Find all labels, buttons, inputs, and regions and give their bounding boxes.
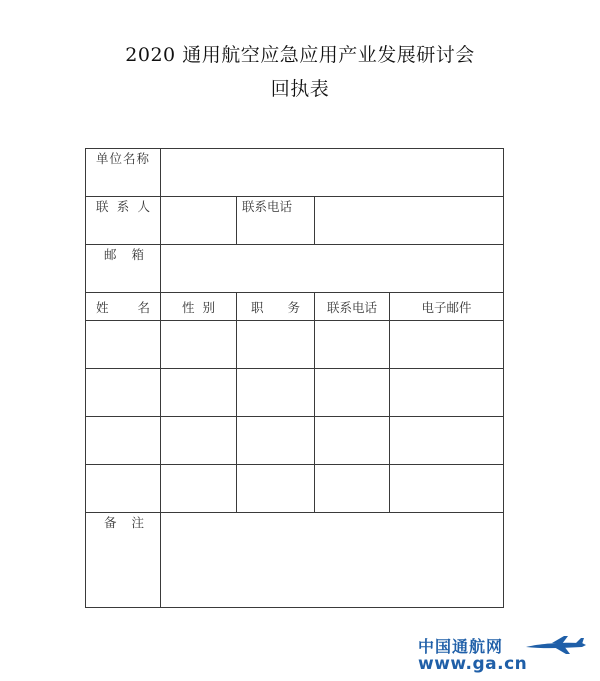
participant-email-field[interactable] — [390, 321, 504, 369]
participant-position-field[interactable] — [237, 321, 315, 369]
participant-phone-field[interactable] — [315, 369, 390, 417]
contact-label-cell — [86, 197, 161, 245]
watermark-site-name: 中国通航网 — [418, 637, 504, 656]
col-header-name — [86, 293, 161, 321]
participant-row — [86, 465, 504, 513]
contact-label-char: 系 — [116, 199, 130, 214]
participant-name-field[interactable] — [86, 417, 161, 465]
remark-label — [86, 513, 160, 531]
registration-form-table — [85, 148, 504, 608]
participant-row — [86, 369, 504, 417]
col-header-position — [237, 293, 315, 321]
col-header-char: 名 — [137, 299, 150, 315]
row-unit-name — [86, 149, 504, 197]
email-label-char: 箱 — [131, 247, 144, 262]
col-header-char: 别 — [202, 299, 216, 315]
unit-name-label-cell — [86, 149, 161, 197]
contact-label-char: 人 — [137, 199, 150, 214]
contact-label — [86, 197, 160, 215]
airplane-icon — [524, 634, 588, 656]
email-field[interactable] — [161, 245, 504, 293]
phone-label: 联系电话 — [242, 199, 293, 214]
participant-name-field[interactable] — [86, 369, 161, 417]
row-contact — [86, 197, 504, 245]
participant-name-field[interactable] — [86, 465, 161, 513]
col-header-gender — [161, 293, 237, 321]
remark-field[interactable] — [161, 513, 504, 608]
watermark-url: www.ga.cn — [418, 654, 528, 674]
col-header-char: 姓 — [96, 299, 109, 315]
page-title: 2020 通用航空应急应用产业发展研讨会 — [125, 44, 475, 66]
remark-label-char: 注 — [131, 515, 144, 530]
email-label-char: 邮 — [104, 247, 117, 262]
participant-row — [86, 417, 504, 465]
email-label — [86, 245, 160, 263]
participant-email-field[interactable] — [390, 417, 504, 465]
phone-field[interactable] — [315, 197, 504, 245]
unit-name-label: 单位名称 — [96, 151, 151, 166]
participant-gender-field[interactable] — [161, 465, 237, 513]
participant-phone-field[interactable] — [315, 321, 390, 369]
participant-phone-field[interactable] — [315, 465, 390, 513]
col-header-char: 务 — [287, 299, 300, 315]
participant-position-field[interactable] — [237, 465, 315, 513]
phone-label-cell — [237, 197, 315, 245]
participant-gender-field[interactable] — [161, 417, 237, 465]
row-remark — [86, 513, 504, 608]
participant-gender-field[interactable] — [161, 369, 237, 417]
participant-email-field[interactable] — [390, 465, 504, 513]
col-header-email: 电子邮件 — [390, 293, 504, 321]
row-email — [86, 245, 504, 293]
unit-name-field[interactable] — [161, 149, 504, 197]
participant-position-field[interactable] — [237, 369, 315, 417]
participant-row — [86, 321, 504, 369]
participant-position-field[interactable] — [237, 417, 315, 465]
email-label-cell — [86, 245, 161, 293]
col-header-phone: 联系电话 — [315, 293, 390, 321]
participant-phone-field[interactable] — [315, 417, 390, 465]
participant-gender-field[interactable] — [161, 321, 237, 369]
col-header-char: 性 — [181, 299, 195, 315]
remark-label-char: 备 — [104, 515, 117, 530]
contact-field[interactable] — [161, 197, 237, 245]
site-watermark — [418, 634, 588, 676]
contact-label-char: 联 — [96, 199, 109, 214]
participant-email-field[interactable] — [390, 369, 504, 417]
col-header-char: 职 — [251, 299, 264, 315]
remark-label-cell — [86, 513, 161, 608]
participants-header-row — [86, 293, 504, 321]
page-subtitle: 回执表 — [270, 78, 330, 100]
participant-name-field[interactable] — [86, 321, 161, 369]
